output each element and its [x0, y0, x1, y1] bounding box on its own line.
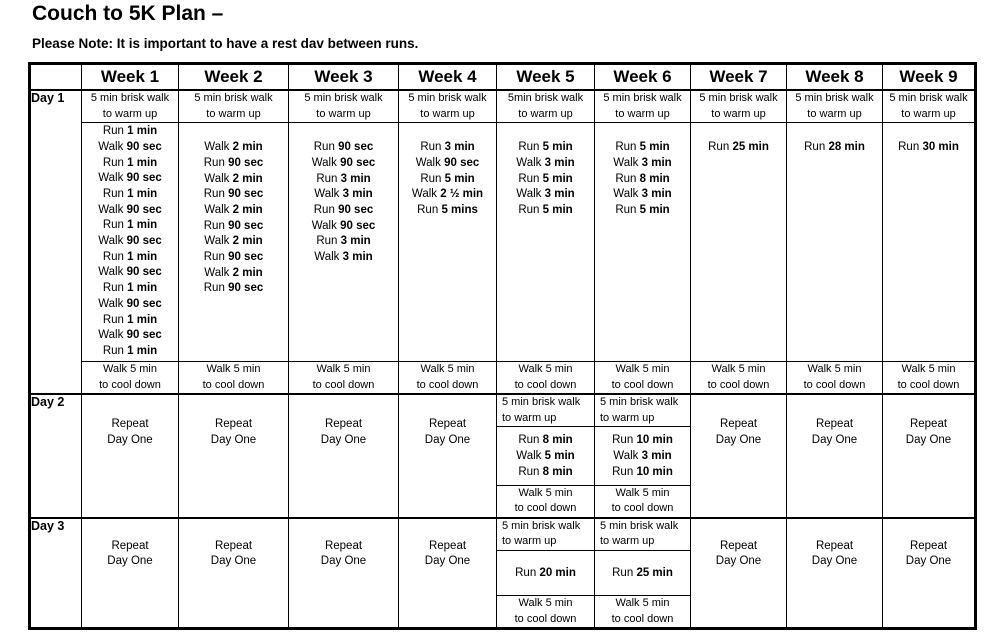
step-activity: Run [203, 219, 225, 232]
step-line [289, 203, 398, 219]
step-activity: Run [615, 172, 637, 185]
day2-week4-cell [399, 394, 497, 518]
step-activity: Walk [613, 188, 639, 201]
step-activity: Walk [98, 329, 124, 342]
steps [497, 122, 594, 361]
warmup: 5 min brisk walk to warm up [194, 92, 273, 120]
step-activity: Run [102, 156, 124, 169]
step-line [82, 281, 178, 297]
step-duration: 8 min [639, 172, 670, 185]
step-line [179, 219, 288, 235]
cooldown: Walk 5 min to cool down [497, 595, 594, 627]
day-label: Day 1 [30, 90, 82, 394]
day2-week3-cell [289, 394, 399, 518]
step-duration: 3 min [641, 449, 672, 462]
warmup: 5 min brisk walk to warm up [502, 519, 581, 548]
warmup: 5 min brisk walk to warm up [600, 519, 679, 548]
rest-note: Please Note: It is important to have a rest dav between runs. [32, 36, 419, 51]
step-line [82, 250, 178, 266]
day3-week6-cell [595, 518, 691, 629]
step-duration: 10 min [636, 434, 673, 447]
step-activity: Run [102, 313, 124, 326]
step-line [82, 328, 178, 344]
warmup: 5 min brisk walk to warm up [603, 92, 682, 120]
step-line [595, 566, 690, 582]
step-activity: Walk [613, 156, 639, 169]
day1-week8-cell [787, 90, 883, 394]
step-duration: 3 min [641, 156, 672, 169]
step-activity: Walk [516, 188, 542, 201]
week-header: Week 2 [179, 64, 289, 91]
step-line [497, 566, 594, 582]
step-duration: 90 sec [228, 282, 264, 295]
step-duration: 3 min [342, 188, 373, 201]
step-duration: 90 sec [338, 203, 374, 216]
repeat-note: Repeat Day One [715, 539, 762, 568]
day3-week7-cell [691, 518, 787, 629]
step-line [179, 203, 288, 219]
week-header: Week 7 [691, 64, 787, 91]
step-activity: Walk [415, 156, 441, 169]
cooldown: Walk 5 min to cool down [883, 361, 974, 393]
step-activity: Run [102, 344, 124, 357]
step-line [399, 203, 496, 219]
step-line [179, 234, 288, 250]
step-duration: 90 sec [228, 156, 264, 169]
step-line [497, 156, 594, 172]
step-duration: 90 sec [338, 141, 374, 154]
step-duration: 1 min [127, 250, 158, 263]
step-duration: 3 min [342, 251, 373, 264]
step-activity: Walk [204, 235, 230, 248]
header-row [30, 64, 976, 91]
day2-week9-cell [883, 394, 976, 518]
step-duration: 1 min [127, 156, 158, 169]
cooldown: Walk 5 min to cool down [497, 361, 594, 393]
step-activity: Run [898, 141, 920, 154]
repeat-note: Repeat Day One [424, 418, 471, 446]
day2-week2-cell [179, 394, 289, 518]
step-line [179, 187, 288, 203]
step-activity: Run [612, 465, 634, 478]
step-line [883, 140, 974, 156]
step-line [82, 297, 178, 313]
week-header: Week 4 [399, 64, 497, 91]
cooldown: Walk 5 min to cool down [787, 361, 882, 393]
step-line [595, 449, 690, 465]
step-duration: 90 sec [126, 329, 162, 342]
step-duration: 25 min [732, 141, 769, 154]
repeat-note: Repeat Day One [107, 539, 153, 568]
step-line [82, 344, 178, 360]
step-line [82, 171, 178, 187]
warmup: 5 min brisk walk to warm up [304, 92, 383, 120]
step-line [289, 219, 398, 235]
step-activity: Walk [311, 156, 337, 169]
step-duration: 5 min [444, 172, 475, 185]
warmup: 5 min brisk walk to warm up [90, 92, 170, 120]
week-header: Week 8 [787, 64, 883, 91]
day3-week3-cell [289, 518, 399, 629]
step-duration: 3 min [444, 141, 475, 154]
day1-week4-cell [399, 90, 497, 394]
day1-week1-cell [82, 90, 179, 394]
step-duration: 90 sec [228, 188, 264, 201]
step-duration: 1 min [127, 313, 158, 326]
warmup: 5min brisk walk to warm up [507, 92, 584, 120]
step-line [82, 187, 178, 203]
step-line [497, 433, 594, 449]
step-activity: Run [420, 172, 442, 185]
step-duration: 3 min [544, 156, 575, 169]
step-activity: Walk [204, 172, 230, 185]
step-activity: Run [518, 172, 540, 185]
step-line [595, 465, 690, 481]
step-line [497, 465, 594, 481]
cooldown: Walk 5 min to cool down [289, 361, 398, 393]
step-activity: Run [102, 250, 124, 263]
step-duration: 2 min [232, 172, 263, 185]
cooldown: Walk 5 min to cool down [497, 485, 594, 517]
day1-week3-cell [289, 90, 399, 394]
week-header: Week 6 [595, 64, 691, 91]
day3-row [30, 518, 976, 629]
step-line [787, 140, 882, 156]
step-duration: 30 min [922, 141, 959, 154]
step-duration: 2 min [232, 266, 263, 279]
step-activity: Walk [98, 235, 124, 248]
step-activity: Run [316, 172, 338, 185]
cooldown: Walk 5 min to cool down [179, 361, 288, 393]
repeat-note: Repeat Day One [811, 418, 858, 446]
day2-row [30, 394, 976, 518]
step-duration: 5 min [639, 141, 670, 154]
step-line [399, 187, 496, 203]
step-duration: 90 sec [126, 172, 162, 185]
repeat-note: Repeat Day One [210, 418, 257, 446]
step-line [691, 140, 786, 156]
day1-week9-cell [883, 90, 976, 394]
step-line [82, 265, 178, 281]
repeat-note: Repeat Day One [811, 539, 858, 568]
step-activity: Walk [98, 172, 124, 185]
step-duration: 1 min [127, 125, 158, 138]
step-line [595, 156, 690, 172]
day1-week6-cell [595, 90, 691, 394]
step-activity: Run [804, 141, 826, 154]
steps [497, 426, 594, 485]
step-activity: Walk [204, 141, 230, 154]
cooldown: Walk 5 min to cool down [82, 361, 178, 393]
step-line [399, 140, 496, 156]
day1-week2-cell [179, 90, 289, 394]
repeat-note: Repeat Day One [715, 418, 762, 446]
step-line [82, 218, 178, 234]
step-duration: 2 min [232, 235, 263, 248]
day-label: Day 3 [30, 518, 82, 629]
cooldown: Walk 5 min to cool down [691, 361, 786, 393]
step-duration: 2 min [232, 203, 263, 216]
step-duration: 90 sec [228, 219, 264, 232]
step-duration: 5 min [544, 449, 575, 462]
step-activity: Run [518, 203, 540, 216]
day2-week7-cell [691, 394, 787, 518]
steps [883, 122, 974, 361]
step-duration: 1 min [127, 282, 158, 295]
step-activity: Run [515, 566, 537, 579]
step-activity: Run [612, 566, 634, 579]
week-header: Week 9 [883, 64, 976, 91]
step-activity: Walk [516, 156, 542, 169]
warmup: 5 min brisk walk to warm up [408, 92, 487, 120]
step-duration: 20 min [539, 566, 576, 579]
step-activity: Run [203, 251, 225, 264]
step-line [82, 234, 178, 250]
cooldown: Walk 5 min to cool down [595, 595, 690, 627]
step-duration: 8 min [542, 465, 573, 478]
step-duration: 90 sec [126, 203, 162, 216]
step-line [179, 172, 288, 188]
warmup: 5 min brisk walk to warm up [699, 92, 778, 120]
step-duration: 2 ½ min [440, 188, 484, 201]
step-line [82, 203, 178, 219]
step-activity: Run [417, 203, 439, 216]
step-line [179, 250, 288, 266]
step-duration: 3 min [641, 188, 672, 201]
step-duration: 90 sec [228, 251, 264, 264]
step-line [289, 172, 398, 188]
step-line [289, 140, 398, 156]
step-activity: Run [313, 203, 335, 216]
step-activity: Walk [98, 140, 124, 153]
step-line [595, 187, 690, 203]
step-line [595, 140, 690, 156]
day1-row [30, 90, 976, 394]
repeat-note: Repeat Day One [424, 539, 471, 568]
step-activity: Run [518, 141, 540, 154]
step-line [179, 281, 288, 297]
step-activity: Walk [98, 203, 124, 216]
step-duration: 90 sec [340, 156, 376, 169]
step-duration: 5 min [542, 141, 573, 154]
step-activity: Walk [314, 188, 340, 201]
steps [179, 122, 288, 361]
step-activity: Run [203, 282, 225, 295]
warmup: 5 min brisk walk to warm up [795, 92, 874, 120]
step-activity: Run [313, 141, 335, 154]
step-duration: 25 min [636, 566, 673, 579]
step-duration: 28 min [828, 141, 865, 154]
step-activity: Run [615, 141, 637, 154]
step-duration: 10 min [636, 465, 673, 478]
step-line [497, 203, 594, 219]
repeat-note: Repeat Day One [905, 418, 952, 446]
step-duration: 90 sec [126, 266, 162, 279]
step-line [595, 433, 690, 449]
cooldown: Walk 5 min to cool down [595, 361, 690, 393]
week-header: Week 1 [82, 64, 179, 91]
step-line [595, 203, 690, 219]
step-duration: 8 min [542, 434, 573, 447]
step-line [82, 156, 178, 172]
step-line [179, 156, 288, 172]
day3-week4-cell [399, 518, 497, 629]
repeat-note: Repeat Day One [210, 539, 257, 568]
step-activity: Walk [204, 203, 230, 216]
steps [289, 122, 398, 361]
step-activity: Walk [411, 188, 438, 201]
steps [787, 122, 882, 361]
step-line [497, 140, 594, 156]
step-duration: 90 sec [126, 297, 162, 310]
step-activity: Walk [516, 449, 542, 462]
page-title: Couch to 5K Plan – [32, 2, 224, 25]
step-line [497, 172, 594, 188]
step-activity: Run [203, 156, 225, 169]
day3-week9-cell [883, 518, 976, 629]
step-duration: 90 sec [126, 235, 162, 248]
step-line [289, 250, 398, 266]
repeat-note: Repeat Day One [320, 418, 367, 446]
week-header: Week 5 [497, 64, 595, 91]
warmup: 5 min brisk walk to warm up [502, 396, 581, 424]
repeat-note: Repeat Day One [107, 418, 153, 446]
step-duration: 5 min [542, 172, 573, 185]
step-duration: 3 min [544, 188, 575, 201]
day2-week5-cell [497, 394, 595, 518]
day3-week8-cell [787, 518, 883, 629]
step-duration: 1 min [127, 219, 158, 232]
repeat-note: Repeat Day One [320, 539, 367, 568]
step-duration: 3 min [340, 172, 371, 185]
cooldown: Walk 5 min to cool down [399, 361, 496, 393]
step-activity: Run [102, 125, 124, 138]
steps [399, 122, 496, 361]
day3-week5-cell [497, 518, 595, 629]
steps [82, 122, 178, 361]
step-duration: 5 min [542, 203, 573, 216]
day3-week1-cell [82, 518, 179, 629]
step-line [399, 172, 496, 188]
step-activity: Walk [98, 297, 124, 310]
plan-table [28, 62, 977, 630]
step-line [497, 187, 594, 203]
step-duration: 90 sec [126, 140, 162, 153]
day3-week2-cell [179, 518, 289, 629]
step-activity: Walk [98, 266, 124, 279]
step-activity: Run [420, 141, 442, 154]
step-line [82, 313, 178, 329]
step-line [289, 187, 398, 203]
step-line [497, 449, 594, 465]
steps [691, 122, 786, 361]
step-activity: Walk [311, 219, 337, 232]
steps [595, 122, 690, 361]
step-activity: Run [203, 188, 225, 201]
corner-cell [30, 64, 82, 91]
step-activity: Run [615, 203, 637, 216]
warmup: 5 min brisk walk to warm up [889, 92, 968, 120]
step-duration: 90 sec [444, 156, 480, 169]
step-activity: Run [102, 187, 124, 200]
step-duration: 2 min [232, 141, 263, 154]
step-activity: Run [612, 434, 634, 447]
step-activity: Run [708, 141, 730, 154]
step-activity: Walk [613, 449, 639, 462]
step-duration: 1 min [127, 344, 158, 357]
steps [595, 426, 690, 485]
step-line [82, 124, 178, 140]
week-header: Week 3 [289, 64, 399, 91]
day1-week5-cell [497, 90, 595, 394]
steps [497, 550, 594, 595]
day2-week1-cell [82, 394, 179, 518]
step-duration: 90 sec [340, 219, 376, 232]
step-line [82, 140, 178, 156]
step-duration: 3 min [340, 235, 371, 248]
step-line [595, 172, 690, 188]
day2-week6-cell [595, 394, 691, 518]
step-line [289, 156, 398, 172]
step-duration: 1 min [127, 187, 158, 200]
warmup: 5 min brisk walk to warm up [600, 396, 679, 424]
day2-week8-cell [787, 394, 883, 518]
step-activity: Run [102, 219, 124, 232]
step-activity: Run [518, 465, 540, 478]
step-line [179, 266, 288, 282]
step-line [399, 156, 496, 172]
cooldown: Walk 5 min to cool down [595, 485, 690, 517]
step-activity: Run [102, 282, 124, 295]
step-activity: Run [518, 434, 540, 447]
step-activity: Walk [314, 251, 340, 264]
day1-week7-cell [691, 90, 787, 394]
step-line [179, 140, 288, 156]
step-duration: 5 min [639, 203, 670, 216]
step-activity: Walk [204, 266, 230, 279]
steps [595, 550, 690, 595]
repeat-note: Repeat Day One [905, 539, 952, 568]
day-label: Day 2 [30, 394, 82, 518]
step-duration: 5 mins [441, 203, 478, 216]
step-line [289, 234, 398, 250]
step-activity: Run [316, 235, 338, 248]
